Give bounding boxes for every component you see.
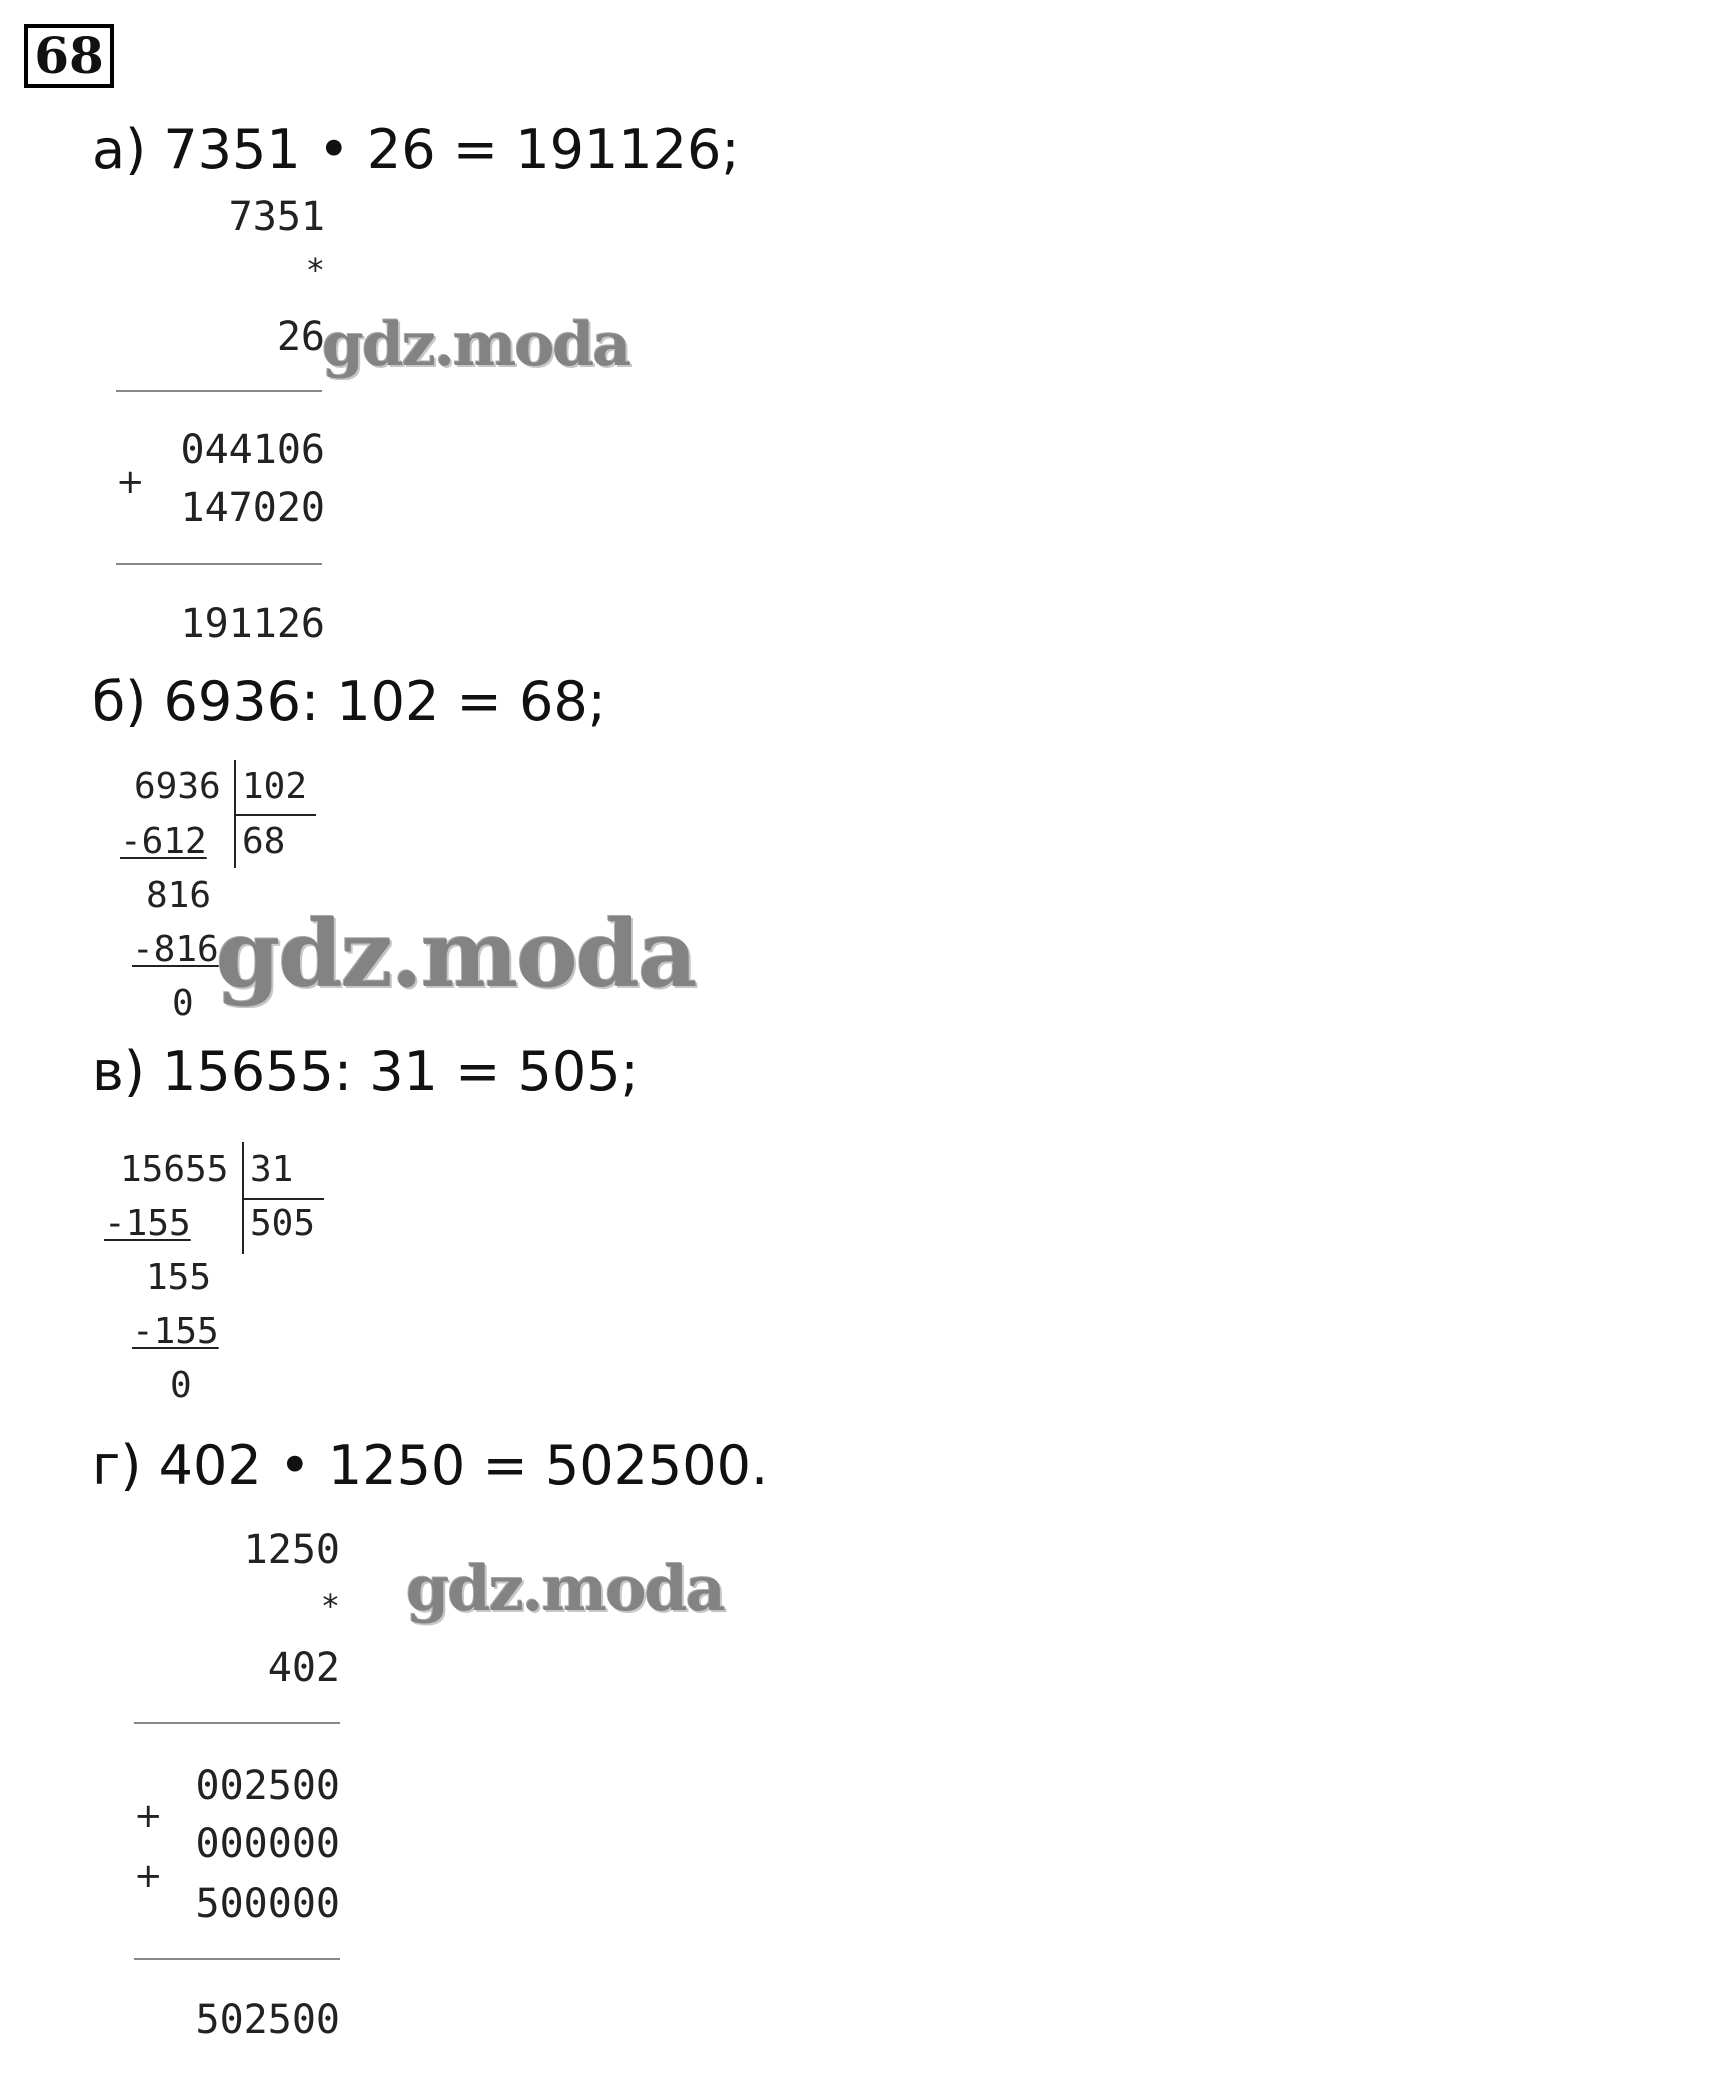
b-dividend: 6936 bbox=[134, 766, 221, 807]
v-division-horizontal-line bbox=[242, 1198, 324, 1200]
g-partial-2: 000000 bbox=[195, 1821, 340, 1867]
g-partial-3: 500000 bbox=[195, 1881, 340, 1927]
a-multiplier: 26 bbox=[276, 314, 325, 360]
v-step-1: -155 bbox=[104, 1203, 191, 1244]
equation-a: а) 7351 • 26 = 191126; bbox=[92, 118, 740, 181]
g-multiplier: 402 bbox=[267, 1645, 340, 1691]
b-remainder-1: 816 bbox=[146, 875, 212, 916]
g-partial-1: 002500 bbox=[195, 1763, 340, 1809]
g-multiply-operator: * bbox=[320, 1587, 340, 1625]
a-multiplicand: 7351 bbox=[228, 194, 325, 240]
watermark-3: gdz.moda bbox=[406, 1552, 724, 1625]
v-remainder-1: 155 bbox=[146, 1257, 212, 1298]
b-final-remainder: 0 bbox=[172, 983, 194, 1024]
task-number: 68 bbox=[24, 24, 114, 88]
v-dividend: 15655 bbox=[120, 1149, 229, 1190]
a-partial-2: 147020 bbox=[180, 485, 325, 531]
g-rule-2 bbox=[134, 1958, 340, 1960]
g-rule-1 bbox=[134, 1722, 340, 1724]
b-divisor: 102 bbox=[242, 766, 308, 807]
equation-v: в) 15655: 31 = 505; bbox=[92, 1040, 639, 1103]
b-division-horizontal-line bbox=[234, 814, 316, 816]
b-quotient: 68 bbox=[242, 821, 286, 862]
watermark-2: gdz.moda bbox=[216, 900, 696, 1008]
a-rule-2 bbox=[116, 563, 322, 565]
equation-b: б) 6936: 102 = 68; bbox=[92, 670, 606, 733]
g-plus-sign-2: + bbox=[134, 1856, 163, 1896]
a-rule-1 bbox=[116, 390, 322, 392]
v-final-remainder: 0 bbox=[170, 1365, 192, 1406]
g-multiplicand: 1250 bbox=[243, 1527, 340, 1573]
g-plus-sign-1: + bbox=[134, 1796, 163, 1836]
v-step-2: -155 bbox=[132, 1311, 219, 1352]
a-multiply-operator: * bbox=[305, 251, 325, 289]
v-divisor: 31 bbox=[250, 1149, 294, 1190]
g-result: 502500 bbox=[195, 1997, 340, 2043]
b-step-1: -612 bbox=[120, 821, 207, 862]
a-result: 191126 bbox=[180, 601, 325, 647]
a-plus-sign: + bbox=[116, 462, 145, 502]
watermark-1: gdz.moda bbox=[322, 310, 630, 380]
equation-g: г) 402 • 1250 = 502500. bbox=[92, 1434, 769, 1497]
a-partial-1: 044106 bbox=[180, 427, 325, 473]
b-step-2: -816 bbox=[132, 929, 219, 970]
v-quotient: 505 bbox=[250, 1203, 316, 1244]
